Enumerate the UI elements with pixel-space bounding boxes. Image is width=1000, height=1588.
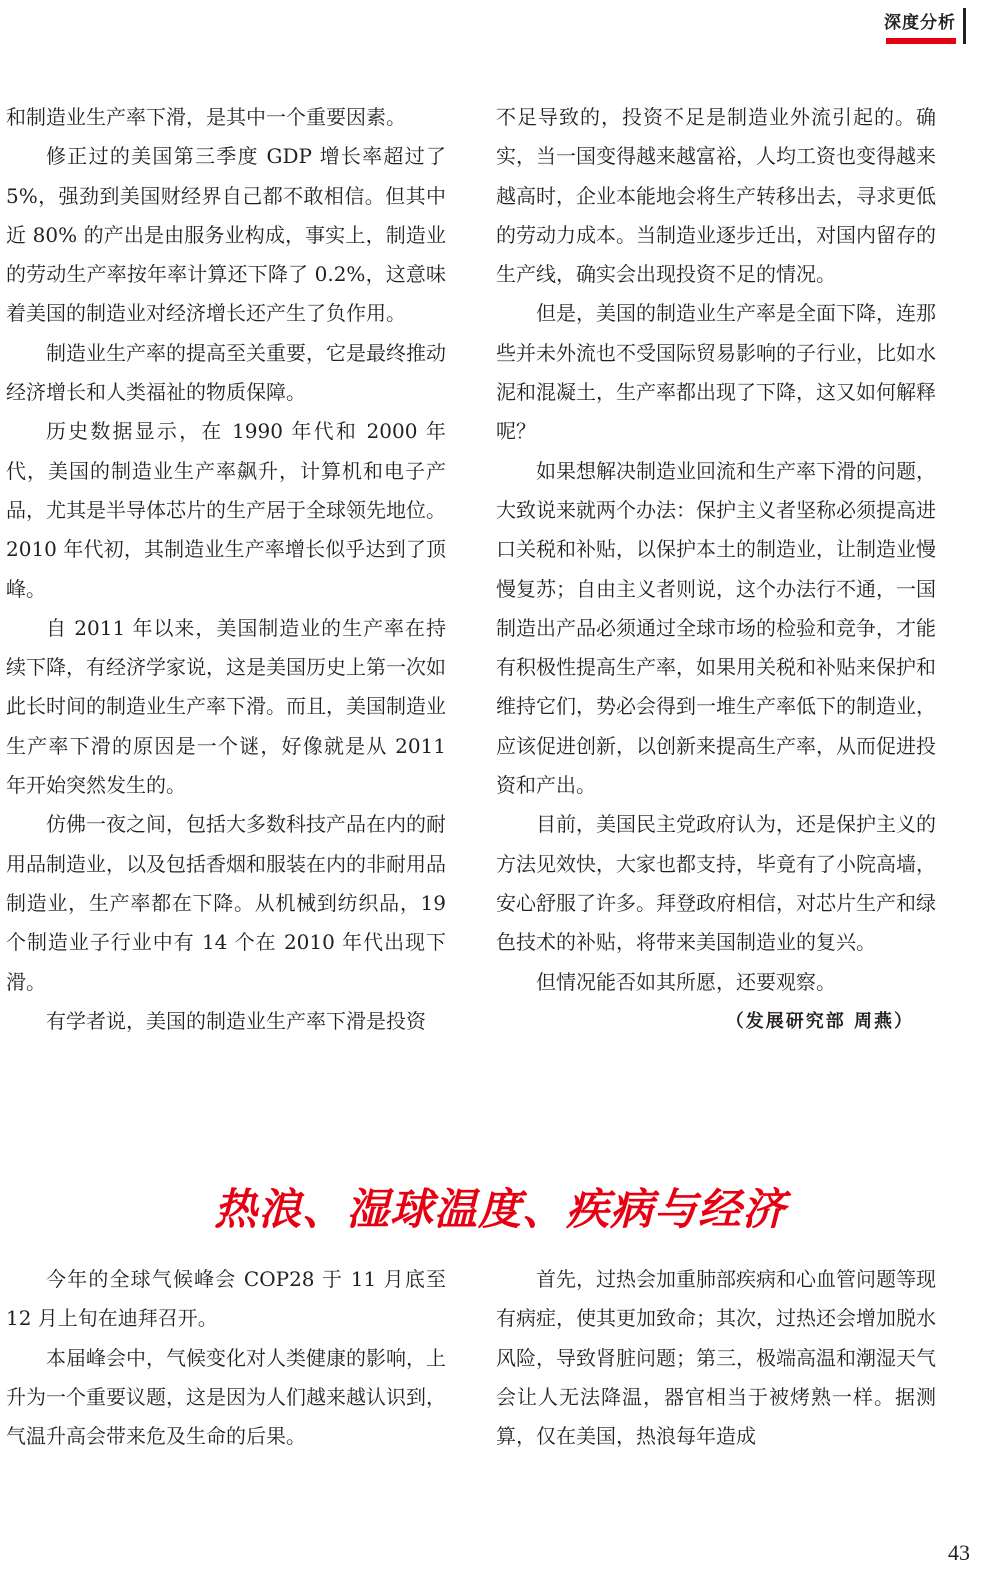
paragraph: 如果想解决制造业回流和生产率下滑的问题，大致说来就两个办法：保护主义者坚称必须提高进口关税和补贴，以保护本土的制造业，让制造业慢慢复苏；自由主义者则说，这个办法行不通，一国制造出产品必须通过全球市场的检验和竞争，才能有积极性提高生产率，如果用关税和补贴来保护和维持它们，势必会得到一堆生产率低下的制造业，应该促进创新，以创新来提高生产率，从而促进投资和产出。 xyxy=(496,458,936,798)
section-label: 深度分析 xyxy=(884,13,956,33)
paragraph: 首先，过热会加重肺部疾病和心血管问题等现有病症，使其更加致命；其次，过热还会增加脱水风险，导致肾脏问题；第三，极端高温和潮湿天气会让人无法降温，器官相当于被烤熟一样。据测算，仅在美国，热浪每年造成 xyxy=(496,1267,936,1449)
paragraph: 本届峰会中，气候变化对人类健康的影响，上升为一个重要议题，这是因为人们越来越认识到，气温升高会带来危及生命的后果。 xyxy=(6,1345,446,1449)
paragraph: 有学者说，美国的制造业生产率下滑是投资 xyxy=(46,1008,426,1033)
paragraph: 修正过的美国第三季度 GDP 增长率超过了 5%，强劲到美国财经界自己都不敢相信。但其中近 80% 的产出是由服务业构成，事实上，制造业的劳动生产率按年率计算还下降了 0.2%，这意味着美国的制造业对经济增长还产生了负作用。 xyxy=(6,144,446,326)
paragraph: 和制造业生产率下滑，是其中一个重要因素。 xyxy=(6,105,406,129)
paragraph: 自 2011 年以来，美国制造业的生产率在持续下降，有经济学家说，这是美国历史上第一次如此长时间的制造业生产率下滑。而且，美国制造业生产率下滑的原因是一个谜，好像就是从 2011 年开始突然发生的。 xyxy=(6,615,446,798)
paragraph: 仿佛一夜之间，包括大多数科技产品在内的耐用品制造业，以及包括香烟和服装在内的非耐用品制造业，生产率都在下降。从机械到纺织品，19 个制造业子行业中有 14 个在 2010 年代出现下滑。 xyxy=(6,812,446,994)
paragraph: 但是，美国的制造业生产率是全面下降，连那些并未外流也不受国际贸易影响的子行业，比如水泥和混凝土，生产率都出现了下降，这又如何解释呢？ xyxy=(496,301,936,444)
section-tag xyxy=(886,8,956,44)
article1-column-left xyxy=(6,98,446,1041)
section-underline xyxy=(886,38,956,44)
paragraph: 历史数据显示，在 1990 年代和 2000 年代，美国的制造业生产率飙升，计算机和电子产品，尤其是半导体芯片的生产居于全球领先地位。2010 年代初，其制造业生产率增长似乎达到了顶峰。 xyxy=(6,419,446,601)
article1-column-right xyxy=(496,98,936,1041)
paragraph: 今年的全球气候峰会 COP28 于 11 月底至 12 月上旬在迪拜召开。 xyxy=(6,1267,446,1331)
paragraph: 但情况能否如其所愿，还要观察。 xyxy=(536,969,836,994)
paragraph: 目前，美国民主党政府认为，还是保护主义的方法见效快，大家也都支持，毕竟有了小院高墙，安心舒服了许多。拜登政府相信，对芯片生产和绿色技术的补贴，将带来美国制造业的复兴。 xyxy=(496,812,936,955)
article2-title: 热浪、湿球温度、疾病与经济 xyxy=(214,1185,786,1235)
section-bar xyxy=(963,8,966,44)
paragraph: 制造业生产率的提高至关重要，它是最终推动经济增长和人类福祉的物质保障。 xyxy=(6,340,446,405)
article2-column-left xyxy=(6,1260,446,1456)
paragraph: 不足导致的，投资不足是制造业外流引起的。确实，当一国变得越来越富裕，人均工资也变得越来越高时，企业本能地会将生产转移出去，寻求更低的劳动力成本。当制造业逐步迁出，对国内留存的生产线，确实会出现投资不足的情况。 xyxy=(496,105,936,287)
author-byline: （发展研究部 周燕） xyxy=(725,1010,914,1032)
page-number: 43 xyxy=(948,1540,970,1565)
article2-column-right xyxy=(496,1260,936,1456)
